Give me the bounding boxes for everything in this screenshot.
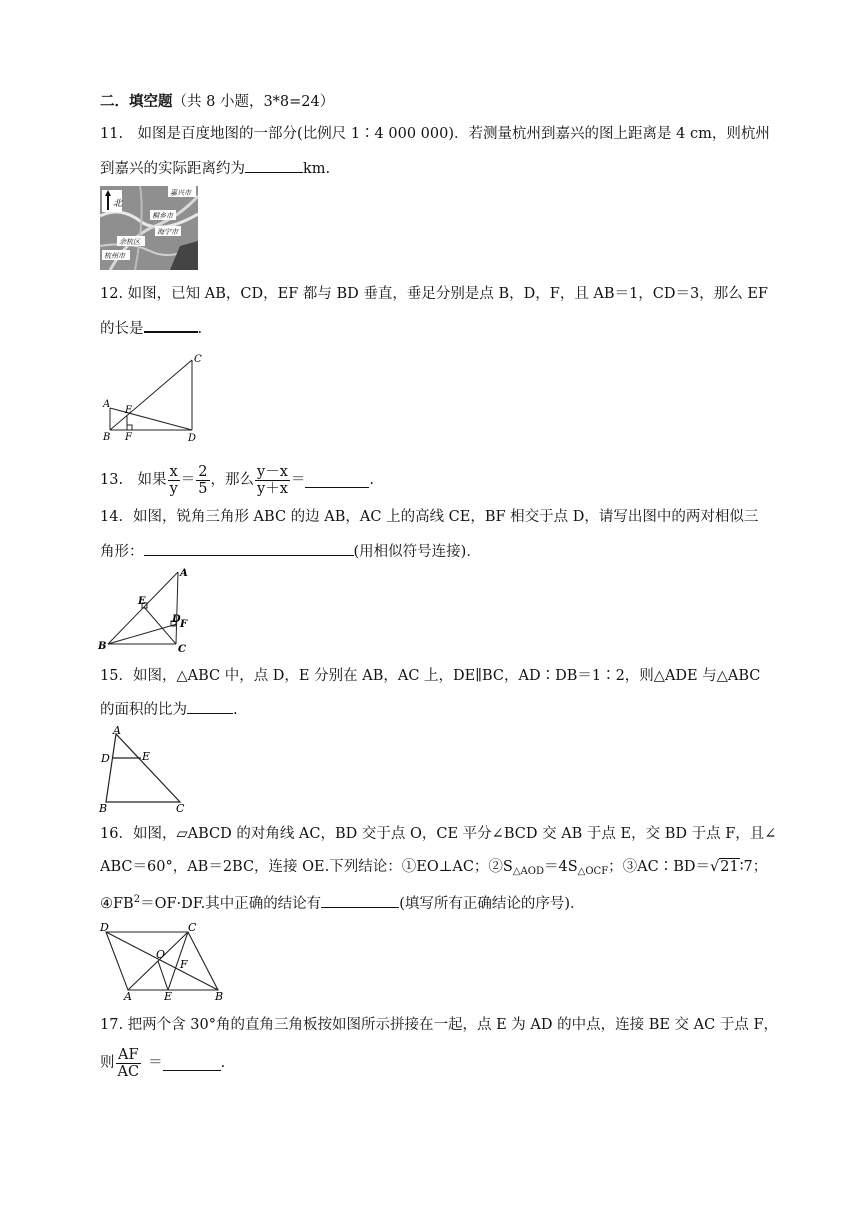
q15-end: . <box>233 702 238 718</box>
q16-line2 <box>100 857 767 882</box>
q16-text-e: ④FB <box>100 896 134 912</box>
fig16-label-a: A <box>124 990 132 1002</box>
q13-answer-blank[interactable] <box>305 473 369 488</box>
fig12-label-c: C <box>194 354 202 365</box>
q17-line1: 17. 把两个含 30°角的直角三角板按如图所示拼接在一起，点 E 为 AD 的中点，连接 BE 交 AC 于点 F， <box>100 1017 779 1033</box>
q17-line2 <box>100 1044 225 1082</box>
fig16-label-b: B <box>215 990 224 1002</box>
q13-f1-den: y <box>169 480 178 497</box>
map-north-label: 北 <box>113 199 123 209</box>
q16-text-c: ；③AC∶BD＝ <box>608 859 711 875</box>
fig16-label-c: C <box>188 921 197 934</box>
q16-sqrt-value: 21 <box>720 859 739 875</box>
map-label-yuhang: 余杭区 <box>119 238 140 246</box>
q13-fraction-2-over-5 <box>196 464 209 497</box>
q15-figure <box>98 724 194 814</box>
q16-line1: 16．如图，▱ABCD 的对角线 AC，BD 交于点 O，CE 平分∠BCD 交 AB 于点 E，交 BD 于点 F，且∠ <box>100 826 777 842</box>
q12-answer-blank[interactable] <box>144 317 198 333</box>
fig12-label-e: E <box>125 405 133 416</box>
q17-eq: ＝ <box>148 1055 163 1071</box>
q13-f2-den: 5 <box>198 480 208 497</box>
section-header <box>100 92 334 112</box>
q16-text-f: ＝OF·DF.其中正确的结论有 <box>140 896 322 912</box>
q16-text-d: ∶7； <box>739 859 768 875</box>
q13-mid: ，那么 <box>210 472 254 488</box>
q13-eq1: ＝ <box>180 472 196 488</box>
map-label-jiaxing: 嘉兴市 <box>170 189 191 197</box>
q11-line2 <box>100 158 330 179</box>
q15-text: 的面积的比为 <box>100 702 187 718</box>
section-title: 二．填空题 <box>100 93 173 110</box>
fig14-label-b: B <box>98 641 107 652</box>
q14-note: (用相似符号连接)． <box>353 544 481 560</box>
q14-line1: 14．如图，锐角三角形 ABC 的边 AB，AC 上的高线 CE，BF 相交于点 D，请写出图中的两对相似三 <box>100 509 759 525</box>
fig16-label-d: D <box>100 921 109 934</box>
q13-end: . <box>369 472 374 488</box>
section-note: （共 8 小题，3*8=24） <box>172 94 335 110</box>
map-label-haining: 海宁市 <box>157 228 178 236</box>
map-label-hangzhou: 杭州市 <box>104 252 125 260</box>
fig12-label-d: D <box>188 433 197 444</box>
q16-text-b: ＝4S <box>544 859 578 875</box>
q13-f3-den: y＋x <box>257 480 288 497</box>
q15-answer-blank[interactable] <box>187 699 233 714</box>
fig15-label-e: E <box>142 750 151 763</box>
baidu-map-image <box>100 186 198 270</box>
q13-f1-num: x <box>169 463 178 480</box>
q16-sub-aod: △AOD <box>512 866 544 877</box>
map-label-tongxiang: 桐乡市 <box>152 212 173 220</box>
q13-prefix: 13. 如果 <box>100 472 167 488</box>
fig12-label-b: B <box>103 432 111 443</box>
fig15-label-c: C <box>176 802 185 814</box>
q12-line2 <box>100 317 202 339</box>
fig14-label-a: A <box>180 568 188 579</box>
q13-fraction-x-over-y <box>168 464 180 497</box>
q17-f-den: AC <box>117 1063 140 1080</box>
q12-figure <box>100 352 210 444</box>
fig16-label-o: O <box>156 948 166 961</box>
q16-sqrt-sign: √ <box>710 859 720 875</box>
q16-text-a: ABC＝60°，AB＝2BC，连接 OE.下列结论：①EO⊥AC；②S <box>100 859 513 875</box>
q16-sub-ocf: △OCF <box>577 866 609 877</box>
q17-f-num: AF <box>118 1046 139 1063</box>
q16-line3 <box>100 890 585 914</box>
q17-end: . <box>220 1055 226 1071</box>
q13-eq2: ＝ <box>290 472 306 488</box>
fig15-label-b: B <box>99 802 108 814</box>
q13-f3-num: y－x <box>257 463 288 480</box>
q16-figure <box>96 920 230 1002</box>
fig15-label-d: D <box>101 752 110 765</box>
fig15-label-a: A <box>113 724 121 737</box>
q13-line <box>100 462 374 498</box>
q11-answer-blank[interactable] <box>245 158 303 173</box>
q14-figure <box>98 566 210 652</box>
q14-text: 角形： <box>100 544 144 560</box>
q17-answer-blank[interactable] <box>163 1056 221 1071</box>
q14-answer-blank[interactable] <box>144 541 354 556</box>
q13-f2-num: 2 <box>198 463 208 480</box>
q12-text: 的长是 <box>100 321 144 337</box>
q16-sup-2: 2 <box>133 894 141 905</box>
q12-end: . <box>197 321 203 337</box>
fig14-label-e: E <box>138 596 146 607</box>
q15-line1: 15．如图，△ABC 中，点 D，E 分别在 AB，AC 上，DE∥BC，AD∶DB＝1∶2，则△ADE 与△ABC <box>100 668 761 684</box>
fig14-label-c: C <box>178 644 186 652</box>
q14-line2 <box>100 541 481 562</box>
q12-line1: 12. 如图，已知 AB，CD，EF 都与 BD 垂直，垂足分别是点 B，D，F，且 AB＝1，CD＝3，那么 EF <box>100 286 768 302</box>
q11-line1: 11. 如图是百度地图的一部分(比例尺 1∶4 000 000)．若测量杭州到嘉兴的图上距离是 4 cm，则杭州 <box>100 126 770 142</box>
fig12-label-f: F <box>125 432 132 443</box>
fig16-label-e: E <box>164 990 173 1002</box>
q16-note: (填写所有正确结论的序号)． <box>399 896 585 912</box>
fig14-label-d: D <box>172 614 181 625</box>
q16-answer-blank[interactable] <box>321 893 399 908</box>
fig16-label-f: F <box>180 958 188 971</box>
q11-text: 到嘉兴的实际距离约为 <box>100 161 245 177</box>
fig14-label-f: F <box>180 619 188 630</box>
q15-line2 <box>100 699 238 720</box>
q17-prefix: 则 <box>100 1055 115 1071</box>
fig12-label-a: A <box>103 399 111 410</box>
q11-unit: km. <box>303 161 331 177</box>
q17-fraction-af-over-ac <box>116 1047 142 1080</box>
q13-fraction-expression <box>255 464 290 497</box>
